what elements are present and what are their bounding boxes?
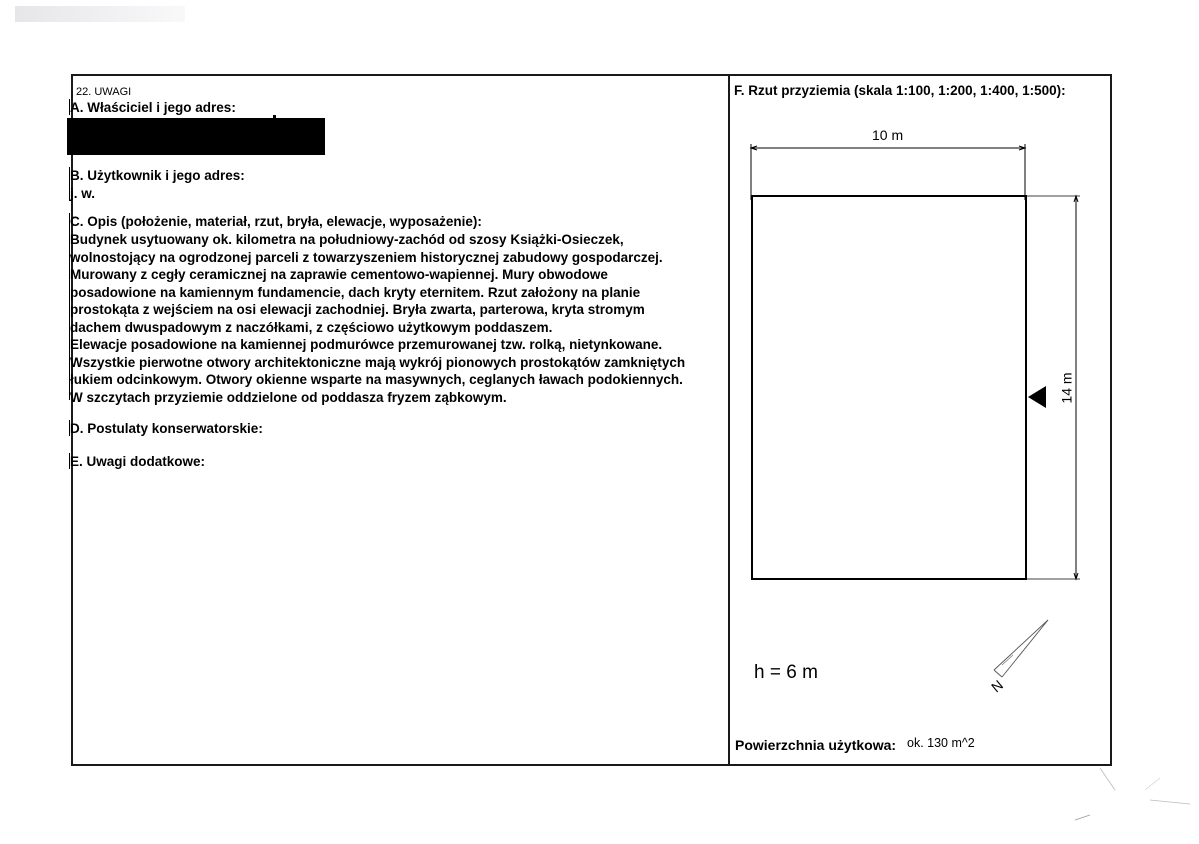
area-label: Powierzchnia użytkowa: <box>735 737 897 753</box>
width-dimension-label: 10 m <box>872 127 904 143</box>
plan-heading: F. Rzut przyziemia (skala 1:100, 1:200, 1:400, 1:500): <box>734 83 1066 98</box>
column-divider <box>728 74 730 764</box>
description-line: łukiem odcinkowym. Otwory okienne wsparte na masywnych, ceglanych ławach podokiennych. <box>70 372 683 387</box>
height-label: h = 6 m <box>754 662 818 683</box>
user-heading: B. Użytkownik i jego adres: <box>70 168 245 183</box>
scan-artifact <box>15 6 185 22</box>
redacted-owner-address <box>67 118 325 155</box>
description-heading: C. Opis (położenie, materiał, rzut, bryła, elewacje, wyposażenie): <box>70 214 482 229</box>
entrance-triangle-icon <box>1028 386 1046 408</box>
length-dimension-label: 14 m <box>1058 372 1075 404</box>
conservation-heading: D. Postulaty konserwatorskie: <box>70 421 263 436</box>
section-number: 22. UWAGI <box>76 86 132 98</box>
description-line: wolnostojący na ogrodzonej parceli z towarzyszeniem historycznej zabudowy gospodarczej. <box>70 249 663 265</box>
description-line: Budynek usytuowany ok. kilometra na południowy-zachód od szosy Książki-Osieczek, <box>70 232 624 247</box>
floor-plan-drawing <box>731 120 1091 590</box>
description-line: Murowany z cegły ceramicznej na zaprawie cementowo-wapiennej. Mury obwodowe <box>70 267 608 282</box>
description-line: posadowione na kamiennym fundamencie, dach kryty eternitem. Rzut założony na planie <box>70 284 641 300</box>
north-label: N <box>988 676 1007 696</box>
description-line: W szczytach przyziemie oddzielone od poddasza fryzem ząbkowym. <box>70 389 507 405</box>
scan-artifact <box>1050 760 1199 844</box>
user-value: j. w. <box>70 186 96 201</box>
description-line: prostokąta z wejściem na osi elewacji zachodniej. Bryła zwarta, parterowa, kryta stromym <box>70 302 645 317</box>
description-line: Elewacje posadowione na kamiennej podmurówce przemurowanej tzw. rolką, nietynkowane. <box>70 337 663 352</box>
description-text <box>70 231 685 406</box>
description-line: dachem dwuspadowym z naczółkami, z częściowo użytkowym poddaszem. <box>70 319 553 335</box>
building-outline <box>752 196 1026 579</box>
owner-heading: A. Właściciel i jego adres: <box>70 100 236 115</box>
area-value: ok. 130 m^2 <box>907 736 975 750</box>
description-line: Wszystkie pierwotne otwory architektoniczne mają wykrój pionowych prostokątów zamkniętych <box>70 354 686 370</box>
additional-heading: E. Uwagi dodatkowe: <box>70 454 206 469</box>
